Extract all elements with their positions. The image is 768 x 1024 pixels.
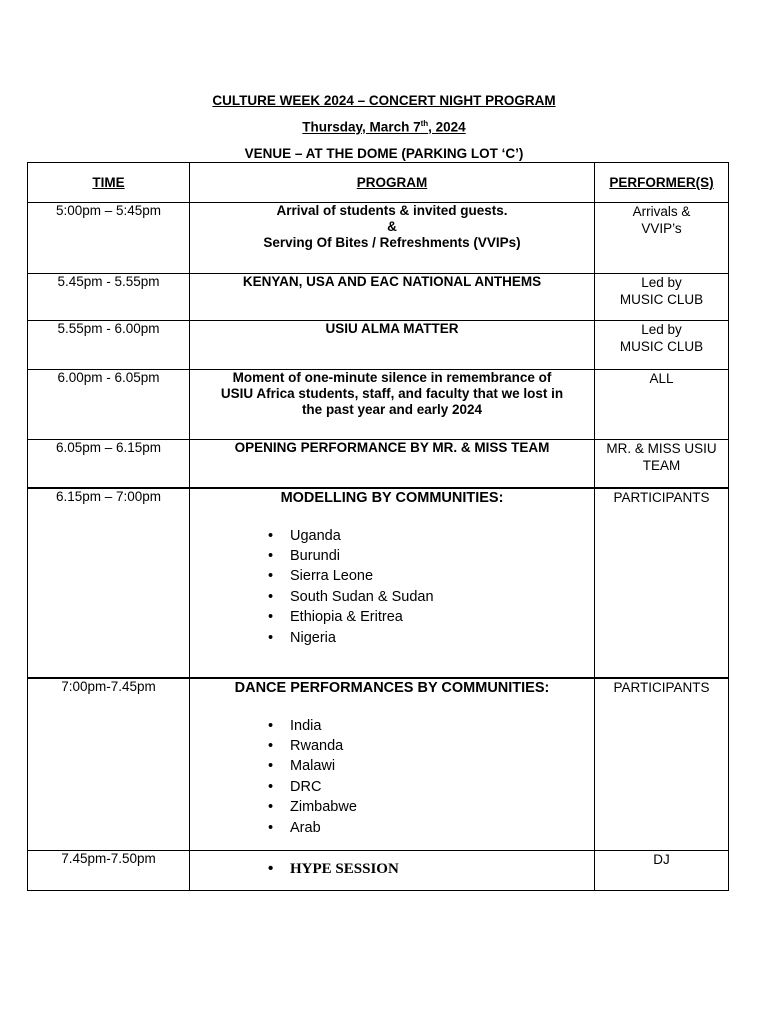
list-item: • Ethiopia & Eritrea [268, 607, 594, 627]
list-item: • South Sudan & Sudan [268, 587, 594, 607]
program-cell [190, 488, 595, 678]
column-header-performers: PERFORMER(S) [595, 163, 729, 203]
table-row [28, 678, 729, 851]
bullet-icon: • [268, 799, 274, 816]
bullet-icon: • [268, 527, 274, 544]
column-header-program: PROGRAM [190, 163, 595, 203]
list-item: • Sierra Leone [268, 566, 594, 586]
program-cell: • HYPE SESSION [190, 851, 595, 891]
performer-cell: DJ [595, 851, 729, 891]
table-row [28, 321, 729, 370]
bullet-icon: • [268, 588, 274, 605]
bullet-icon: • [268, 609, 274, 626]
bullet-icon: • [268, 778, 274, 795]
program-cell: Moment of one-minute silence in remembrance of USIU Africa students, staff, and faculty that we lost in the past year and early 2024 [190, 370, 595, 440]
program-cell [190, 678, 595, 851]
program-cell: KENYAN, USA AND EAC NATIONAL ANTHEMS [190, 274, 595, 321]
performer-cell: ALL [595, 370, 729, 440]
time-cell: 7.45pm-7.50pm [28, 851, 190, 891]
performer-cell: PARTICIPANTS [595, 678, 729, 851]
program-cell: OPENING PERFORMANCE BY MR. & MISS TEAM [190, 440, 595, 488]
table-row [28, 851, 729, 891]
performer-cell: Led by MUSIC CLUB [595, 321, 729, 370]
column-header-time: TIME [28, 163, 190, 203]
table-row [28, 370, 729, 440]
venue-line: VENUE – AT THE DOME (PARKING LOT ‘C’) [244, 146, 524, 161]
time-cell: 5.55pm - 6.00pm [28, 321, 190, 370]
bullet-icon: • [268, 568, 274, 585]
document-title: CULTURE WEEK 2024 – CONCERT NIGHT PROGRAM [212, 93, 556, 108]
program-cell: Arrival of students & invited guests. & Serving Of Bites / Refreshments (VVIPs) [190, 203, 595, 274]
time-cell: 6.15pm – 7:00pm [28, 488, 190, 678]
bullet-icon: • [268, 547, 274, 564]
bullet-icon: • [268, 819, 274, 836]
time-cell: 5.45pm - 5.55pm [28, 274, 190, 321]
table-row [28, 274, 729, 321]
performer-cell: PARTICIPANTS [595, 488, 729, 678]
program-table [27, 162, 729, 891]
table-row [28, 488, 729, 678]
bullet-icon: • [268, 737, 274, 754]
list-item: • Rwanda [268, 736, 594, 756]
list-item: • Nigeria [268, 628, 594, 648]
event-date: Thursday, March 7th, 2024 [302, 119, 466, 135]
list-item: • Burundi [268, 546, 594, 566]
performer-cell: MR. & MISS USIU TEAM [595, 440, 729, 488]
bullet-icon: • [268, 758, 274, 775]
time-cell: 6.00pm - 6.05pm [28, 370, 190, 440]
bullet-icon: • [268, 717, 274, 734]
list-item: • India [268, 716, 594, 736]
table-row [28, 440, 729, 488]
performer-cell: Arrivals & VVIP’s [595, 203, 729, 274]
list-item: • Malawi [268, 756, 594, 776]
list-item: • Arab [268, 818, 594, 838]
time-cell: 7:00pm-7.45pm [28, 678, 190, 851]
table-row [28, 203, 729, 274]
program-cell: USIU ALMA MATTER [190, 321, 595, 370]
table-header-row [28, 163, 729, 203]
time-cell: 5:00pm – 5:45pm [28, 203, 190, 274]
list-item: • DRC [268, 777, 594, 797]
section-title: MODELLING BY COMMUNITIES: [280, 489, 504, 506]
section-title: DANCE PERFORMANCES BY COMMUNITIES: [234, 679, 550, 696]
community-list [190, 716, 594, 838]
time-cell: 6.05pm – 6.15pm [28, 440, 190, 488]
list-item: • Uganda [268, 526, 594, 546]
list-item: • Zimbabwe [268, 797, 594, 817]
performer-cell: Led by MUSIC CLUB [595, 274, 729, 321]
community-list [190, 526, 594, 648]
bullet-icon: • [268, 860, 274, 877]
bullet-icon: • [268, 629, 274, 646]
